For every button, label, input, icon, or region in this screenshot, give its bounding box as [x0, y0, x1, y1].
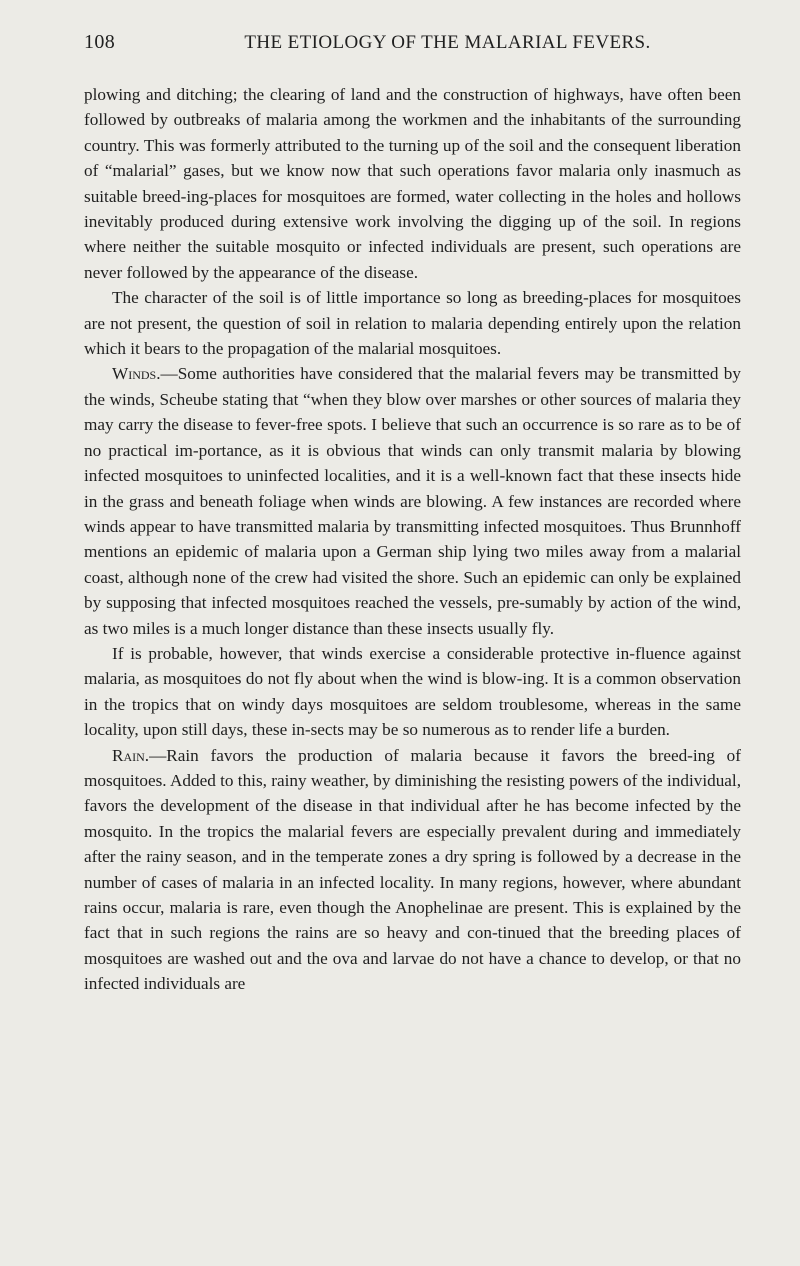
- paragraph-winds: [84, 361, 741, 640]
- paragraph-text: If is probable, however, that winds exercise a considerable protective in-fluence against malaria, as mosquitoes do not fly about when the wind is blow-ing. It is a common observation in the tropics that on windy days mosquitoes are seldom troublesome, whereas in the same locality, upon still days, these in-sects may be so numerous as to render life a burden.: [84, 643, 741, 740]
- paragraph-rain: [84, 743, 741, 997]
- section-heading-winds: Winds.: [112, 364, 161, 384]
- page-number: 108: [84, 31, 116, 53]
- paragraph-continuation: [84, 82, 741, 285]
- paragraph-text: —Rain favors the production of malaria because it favors the breed-ing of mosquitoes. Added to this, rainy weather, by diminishing the resisting powers of the individual, favors the development of the disease in that individual after he has become infected by the mosquito. In the tropics the malarial fevers are especially prevalent during and immediately after the rainy season, and in the temperate zones a dry spring is followed by a decrease in the number of cases of malaria in an infected locality. In many regions, however, where abundant rains occur, malaria is rare, even though the Anophelinae are present. This is explained by the fact that in such regions the rains are so heavy and con-tinued that the breeding places of mosquitoes are washed out and the ova and larvae do not have a chance to develop, or that no infected individuals are: [84, 745, 741, 994]
- body-text: [84, 82, 741, 997]
- paragraph-text: —Some authorities have considered that the malarial fevers may be transmitted by the winds, Scheube stating that “when they blow over marshes or other sources of malaria they may carry the disease to fever-free spots. I believe that such an occurrence is so rare as to be of no practical im-portance, as it is obvious that winds can only transmit malaria by blowing infected mosquitoes to uninfected localities, and it is a well-known fact that these insects hide in the grass and beneath foliage when winds are blowing. A few instances are recorded where winds appear to have transmitted malaria by transmitting infected mosquitoes. Thus Brunnhoff mentions an epidemic of malaria upon a German ship lying two miles away from a malarial coast, although none of the crew had visited the shore. Such an epidemic can only be explained by supposing that infected mosquitoes reached the vessels, pre-sumably by action of the wind, as two miles is a much longer distance than these insects usually fly.: [84, 364, 741, 638]
- section-heading-rain: Rain.: [112, 745, 150, 765]
- paragraph-soil: [84, 285, 741, 361]
- running-title: THE ETIOLOGY OF THE MALARIAL FEVERS.: [244, 32, 651, 53]
- paragraph-text: The character of the soil is of little importance so long as breeding-places for mosquitoes are not present, the question of soil in relation to malaria depending entirely upon the relation which it bears to the propagation of the malarial mosquitoes.: [84, 288, 741, 359]
- running-head: [84, 31, 741, 57]
- paragraph-wind-protection: [84, 641, 741, 743]
- paragraph-text: plowing and ditching; the clearing of land and the construction of highways, have often been followed by outbreaks of malaria among the workmen and the inhabitants of the surrounding country. This was formerly attributed to the turning up of the soil and the consequent liberation of “malarial” gases, but we know now that such operations favor malaria only inasmuch as suitable breed-ing-places for mosquitoes are formed, water collecting in the holes and hollows inevitably produced during extensive work involving the digging up of the soil. In regions where neither the suitable mosquito or infected individuals are present, such operations are never followed by the appearance of the disease.: [84, 85, 741, 282]
